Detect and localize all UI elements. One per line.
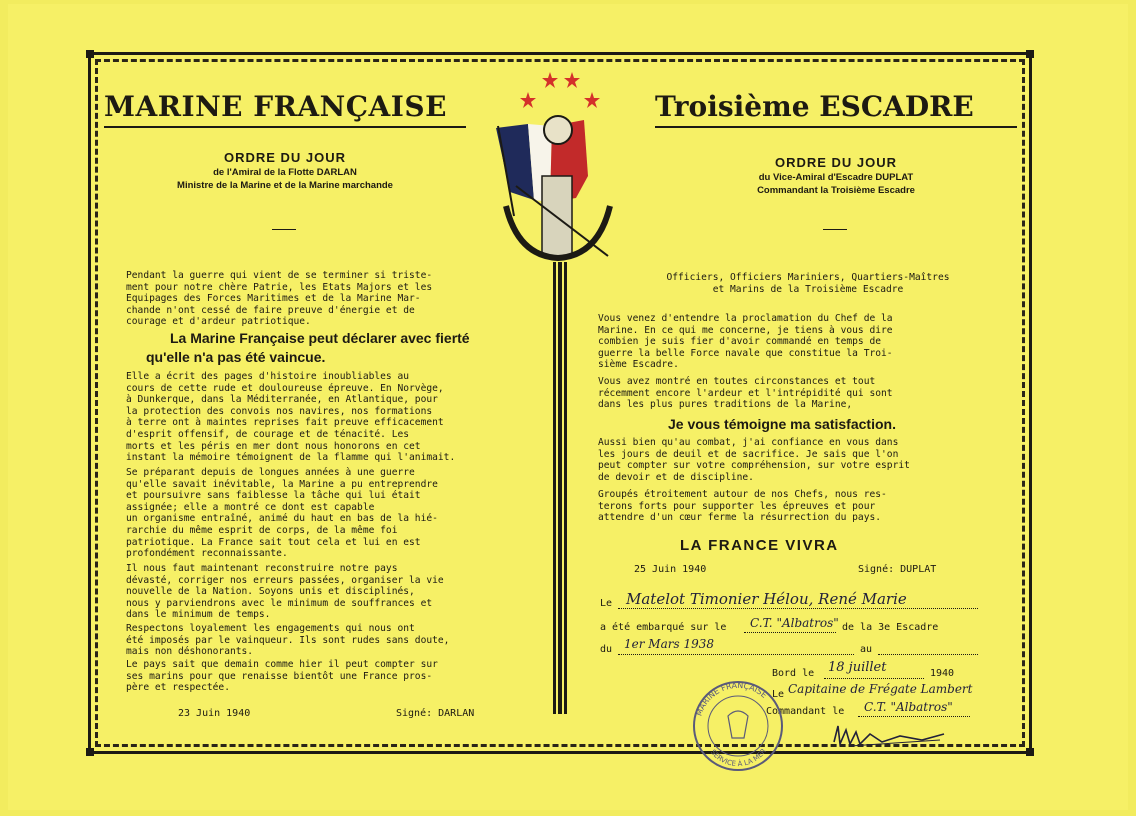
form-line [618, 608, 978, 609]
left-paragraph-5: Respectons loyalement les engagements qui nous ont été imposés par le vainqueur. Ils sont rudes sans doute, mais non déshonorants. [126, 623, 450, 658]
form-line [744, 632, 836, 633]
right-paragraph-5: Groupés étroitement autour de nos Chefs, nous res- terons forts pour supporter les épreuves et pour attendre d'un cœur ferme la résurrection du pays. [598, 489, 887, 524]
stamp-top-text: MARINE FRANÇAISE [694, 680, 769, 718]
title-marine-francaise: MARINE FRANÇAISE [104, 90, 447, 123]
stamp-bottom-text: SERVICE À LA MER [708, 747, 768, 769]
naval-emblem-icon [488, 66, 624, 266]
title-rule [655, 126, 1017, 128]
left-header [104, 150, 466, 191]
right-paragraph-3: Vous avez montré en toutes circonstances et tout récemment encore l'ardeur et l'intrépidité qui sont dans les plus pures traditions de la Marine, [598, 376, 893, 411]
form-line [618, 654, 854, 655]
signature-scribble-icon [830, 722, 950, 750]
stamp-icon [686, 676, 790, 776]
handwritten-bord-date: 18 juillet [828, 660, 887, 675]
left-signature: Signé: DARLAN [396, 708, 475, 719]
title-troisieme-escadre: Troisième ESCADRE [655, 90, 974, 123]
la-france-vivra: LA FRANCE VIVRA [680, 537, 839, 554]
form-label-le: Le [600, 598, 613, 609]
form-line [878, 654, 978, 655]
right-date: 25 Juin 1940 [634, 564, 707, 575]
border-corner [1026, 50, 1034, 58]
left-paragraph-6: Le pays sait que demain comme hier il peut compter sur ses marins pour que renaisse bientôt une France pros- père et respectée. [126, 659, 438, 694]
handwritten-name: Matelot Timonier Hélou, René Marie [626, 590, 907, 608]
left-date: 23 Juin 1940 [178, 708, 251, 719]
ordre-du-jour-left: ORDRE DU JOUR [223, 150, 347, 165]
handwritten-ship-2: C.T. "Albatros" [864, 700, 953, 714]
right-header [655, 155, 1017, 196]
handwritten-date-from: 1er Mars 1938 [624, 637, 714, 651]
form-label-le2: Le [772, 689, 785, 700]
ordre-du-jour-right: ORDRE DU JOUR [774, 155, 898, 170]
separator-dash [272, 229, 296, 230]
form-label-du: du [600, 644, 613, 655]
handwritten-captain: Capitaine de Frégate Lambert [788, 682, 973, 696]
border-corner [1026, 748, 1034, 756]
left-paragraph-1: Pendant la guerre qui vient de se terminer si triste- ment pour notre chère Patrie, les Etats Majors et les Equipages des Forces Maritimes et de la Marine Mar- chande n'ont cessé de faire preuve d'énergie et de courage et d'ardeur patriotique. [126, 270, 433, 328]
right-sub2: Commandant la Troisième Escadre [757, 185, 915, 196]
separator-dash [823, 229, 847, 230]
stars-icon [520, 72, 600, 108]
form-label-embarque: a été embarqué sur le [600, 622, 727, 633]
form-label-escadre: de la 3e Escadre [842, 622, 939, 633]
svg-text:MARINE FRANÇAISE [694, 681, 768, 717]
form-label-au: au [860, 644, 873, 655]
left-bold-statement-1: La Marine Française peut déclarer avec fierté [170, 330, 470, 346]
form-line [858, 716, 970, 717]
form-label-bord: Bord le [772, 668, 815, 679]
left-paragraph-4: Il nous faut maintenant reconstruire notre pays dévasté, corriger nos erreurs passées, organiser la vie nouvelle de la Nation. Soyons unis et disciplinés, nous y parviendrons avec le minimum de souffrances et dans le minimum de temps. [126, 563, 444, 621]
right-sub1: du Vice-Amiral d'Escadre DUPLAT [758, 172, 914, 183]
left-sub2: Ministre de la Marine et de la Marine marchande [177, 180, 393, 191]
left-sub1: de l'Amiral de la Flotte DARLAN [213, 167, 357, 178]
border-corner [86, 748, 94, 756]
right-signature: Signé: DUPLAT [858, 564, 937, 575]
title-rule [104, 126, 466, 128]
right-address: Officiers, Officiers Mariniers, Quartiers-Maîtres et Marins de la Troisième Escadre [666, 272, 950, 295]
left-bold-statement-2: qu'elle n'a pas été vaincue. [146, 349, 326, 365]
border-corner [86, 50, 94, 58]
handwritten-ship: C.T. "Albatros" [750, 616, 839, 630]
left-paragraph-2: Elle a écrit des pages d'histoire inoubliables au cours de cette rude et douloureuse épreuve. En Norvège, à Dunkerque, dans la Méditerranée, en Atlantique, pour la protection des convois nos navires, nos formations à terre ont à maintes reprises fait preuve efficacement d'esprit offensif, de courage et de ténacité. Les morts et les péris en mer dont nous honorons en cet instant la mémoire témoignent de la flamme qui l'animait. [126, 371, 456, 464]
form-line [824, 678, 924, 679]
form-year: 1940 [930, 668, 955, 679]
left-paragraph-3: Se préparant depuis de longues années à une guerre qu'elle savait inévitable, la Marine a pu entreprendre et poursuivre sans faiblesse la tâche qui lui était assignée; elle a montré ce dont est capable un organisme entraîné, animé du haut en bas de la hié- rarchie du même esprit de corps, de la même foi patriotique. La France sait tout cela et lui en est profondément reconnaissante. [126, 467, 438, 560]
right-paragraph-4: Aussi bien qu'au combat, j'ai confiance en vous dans les jours de deuil et de sacrifice. Je sais que l'on peut compter sur votre compréhension, sur votre esprit de devoir et de discipline. [598, 437, 910, 483]
right-paragraph-2: Vous venez d'entendre la proclamation du Chef de la Marine. En ce qui me concerne, je tiens à vous dire combien je suis fier d'avoir commandé en temps de guerre la belle Force navale que constitue la Troi- sième Escadre. [598, 313, 893, 371]
center-divider [553, 262, 567, 714]
right-bold-statement: Je vous témoigne ma satisfaction. [668, 416, 896, 432]
form-label-commandant: Commandant le [766, 706, 845, 717]
